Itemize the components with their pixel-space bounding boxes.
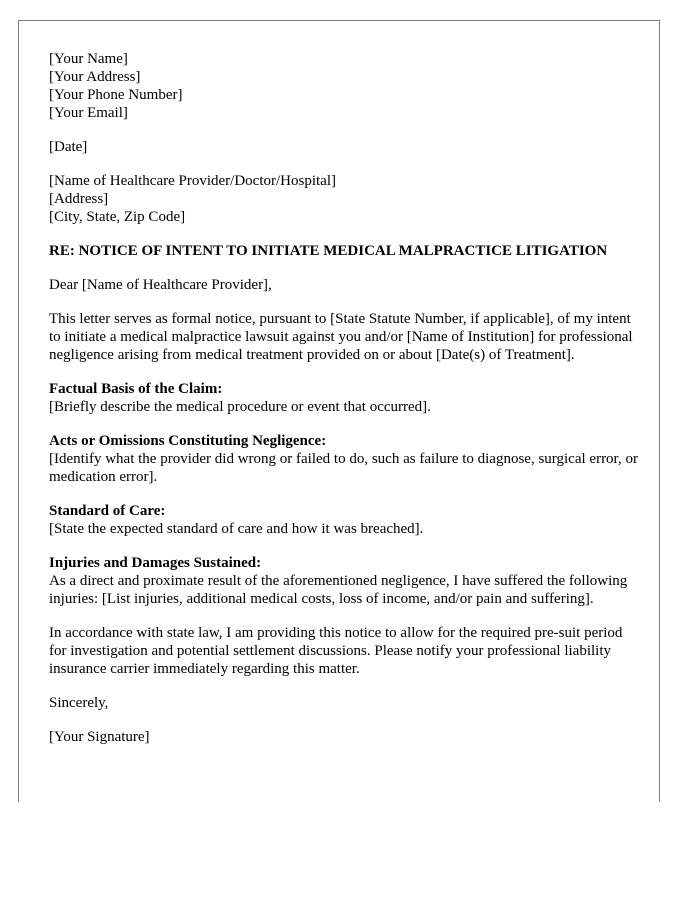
closing: Sincerely, [49, 695, 109, 711]
subject-line: RE: NOTICE OF INTENT TO INITIATE MEDICAL MALPRACTICE LITIGATION [49, 243, 608, 259]
recipient-name: [Name of Healthcare Provider/Doctor/Hospital] [49, 173, 336, 189]
section-negligence [49, 432, 639, 486]
section-body: As a direct and proximate result of the aforementioned negligence, I have suffered the following injuries: [List injuries, additional medical costs, loss of income, and/or pain and suffering]. [49, 573, 628, 607]
sender-phone: [Your Phone Number] [49, 87, 183, 103]
section-body: [Briefly describe the medical procedure or event that occurred]. [49, 399, 431, 415]
section-heading: Injuries and Damages Sustained: [49, 555, 262, 571]
section-injuries [49, 554, 639, 608]
section-heading: Standard of Care: [49, 503, 166, 519]
letter-date: [Date] [49, 139, 88, 155]
section-heading: Factual Basis of the Claim: [49, 381, 223, 397]
section-heading: Acts or Omissions Constituting Negligence: [49, 433, 327, 449]
date-block [49, 138, 639, 156]
closing-paragraph: In accordance with state law, I am providing this notice to allow for the required pre-suit period for investigation and potential settlement discussions. Please notify your professional liability insurance carrier immediately regarding this matter. [49, 625, 623, 677]
sender-name: [Your Name] [49, 51, 128, 67]
sender-email: [Your Email] [49, 105, 128, 121]
section-factual-basis [49, 380, 639, 416]
signature-placeholder: [Your Signature] [49, 729, 150, 745]
section-body: [State the expected standard of care and how it was breached]. [49, 521, 424, 537]
sender-block [49, 50, 639, 122]
letter-page [18, 20, 660, 802]
section-standard-of-care [49, 502, 639, 538]
recipient-city-state-zip: [City, State, Zip Code] [49, 209, 186, 225]
recipient-block [49, 172, 639, 226]
salutation: Dear [Name of Healthcare Provider], [49, 277, 272, 293]
letter-content [49, 50, 639, 762]
intro-paragraph: This letter serves as formal notice, pursuant to [State Statute Number, if applicable], of my intent to initiate a medical malpractice lawsuit against you and/or [Name of Institution] for professional negligence arising from medical treatment provided on or about [Date(s) of Treatment]. [49, 311, 633, 363]
recipient-address: [Address] [49, 191, 109, 207]
section-body: [Identify what the provider did wrong or failed to do, such as failure to diagnose, surgical error, or medication error]. [49, 451, 638, 485]
sender-address: [Your Address] [49, 69, 141, 85]
